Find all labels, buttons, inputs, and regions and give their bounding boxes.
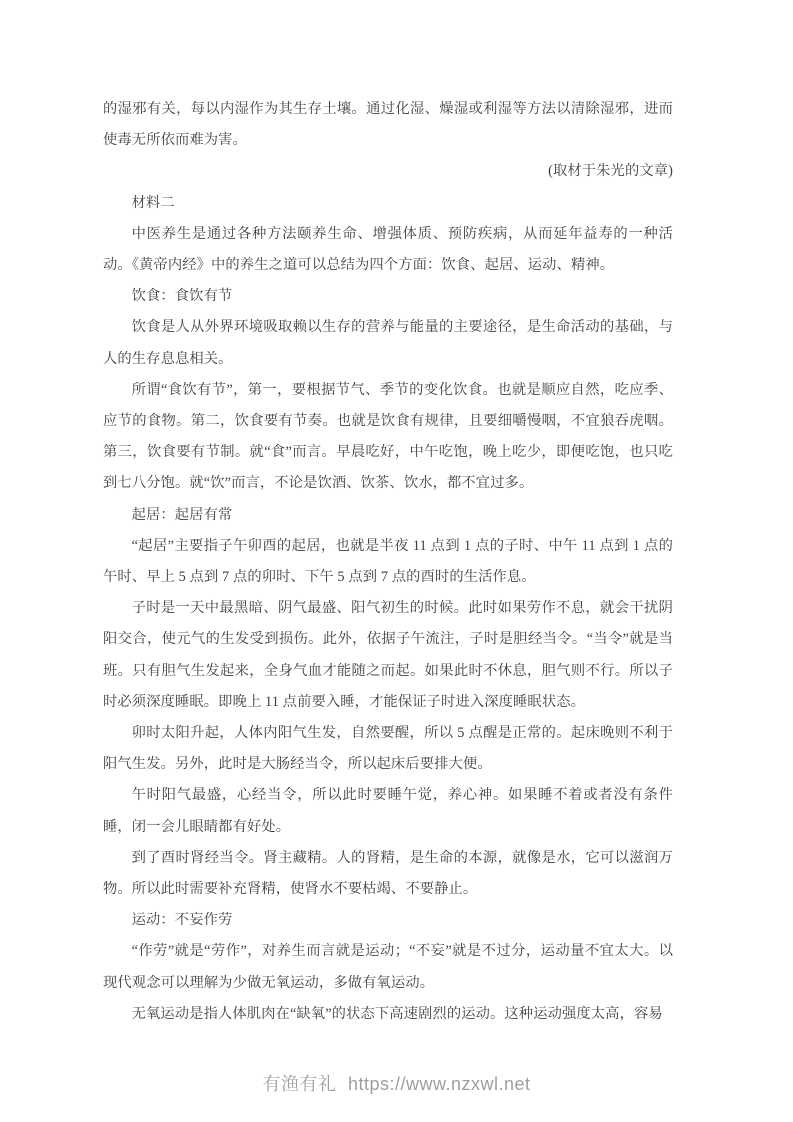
paragraph-body: 所谓“食饮有节”，第一，要根据节气、季节的变化饮食。也就是顺应自然，吃应季、应节的食物。第二，饮食要有节奏。也就是饮食有规律，且要细嚼慢咽，不宜狼吞虎咽。第三，饮食要有节制。就“食”而言。早晨吃好，中午吃饱，晚上吃少，即便吃饱，也只吃到七八分饱。就“饮”而言，不论是饮酒、饮茶、饮水，都不宜过多。: [103, 381, 673, 492]
paragraph-subheading: 运动：不妄作劳: [131, 912, 233, 929]
paragraph-body: 到了酉时肾经当令。肾主藏精。人的肾精，是生命的本源，就像是水，它可以滋润万物。所以此时需要补充肾精，使肾水不要枯竭、不要静止。: [103, 849, 673, 898]
paragraph-heading: 材料二: [131, 194, 175, 211]
paragraph-attribution: (取材于朱光的文章): [548, 163, 673, 180]
paragraph-body: 子时是一天中最黑暗、阴气最盛、阳气初生的时候。此时如果劳作不息，就会干扰阴阳交合，使元气的生发受到损伤。此外，依据子午流注，子时是胆经当令。“当令”就是当班。只有胆气生发起来，全身气血才能随之而起。如果此时不休息，胆气则不行。所以子时必须深度睡眠。即晚上 11 点前要入睡，才能保证子时进入深度睡眠状态。: [103, 600, 673, 710]
paragraph-body-noindent: 的湿邪有关，每以内湿作为其生存土壤。通过化湿、燥湿或利湿等方法以清除湿邪，进而使毒无所依而难为害。: [103, 101, 673, 149]
watermark-footer: [0, 1070, 793, 1096]
paragraph-body: 饮食是人从外界环境吸取赖以生存的营养与能量的主要途径，是生命活动的基础，与人的生存息息相关。: [103, 319, 673, 367]
paragraph-body: 中医养生是通过各种方法颐养生命、增强体质、预防疾病，从而延年益寿的一种活动。《黄帝内经》中的养生之道可以总结为四个方面：饮食、起居、运动、精神。: [103, 225, 673, 274]
paragraph-subheading: 起居：起居有常: [131, 506, 233, 523]
paragraph-body: 午时阳气最盛，心经当令，所以此时要睡午觉，养心神。如果睡不着或者没有条件睡，闭一会儿眼睛都有好处。: [103, 787, 673, 835]
watermark-url: https://www.nzxwl.net: [347, 1074, 531, 1094]
paragraph-body: “起居”主要指子午卯酉的起居，也就是半夜 11 点到 1 点的子时、中午 11 点到 1 点的午时、早上 5 点到 7 点的卯时、下午 5 点到 7 点的酉时的生活作息。: [103, 537, 673, 586]
paragraph-body: 卯时太阳升起，人体内阳气生发，自然要醒，所以 5 点醒是正常的。起床晚则不利于阳气生发。另外，此时是大肠经当令，所以起床后要排大便。: [103, 725, 673, 773]
paragraph-subheading: 饮食：食饮有节: [131, 288, 233, 305]
watermark-site-name: 有渔有礼: [262, 1074, 337, 1094]
paragraph-body: 无氧运动是指人体肌肉在“缺氧”的状态下高速剧烈的运动。这种运动强度太高，容易: [131, 1005, 663, 1022]
paragraph-body: “作劳”就是“劳作”，对养生而言就是运动；“不妄”就是不过分，运动量不宜太大。以现代观念可以理解为少做无氧运动，多做有氧运动。: [103, 943, 673, 991]
document-body: [103, 94, 673, 1030]
